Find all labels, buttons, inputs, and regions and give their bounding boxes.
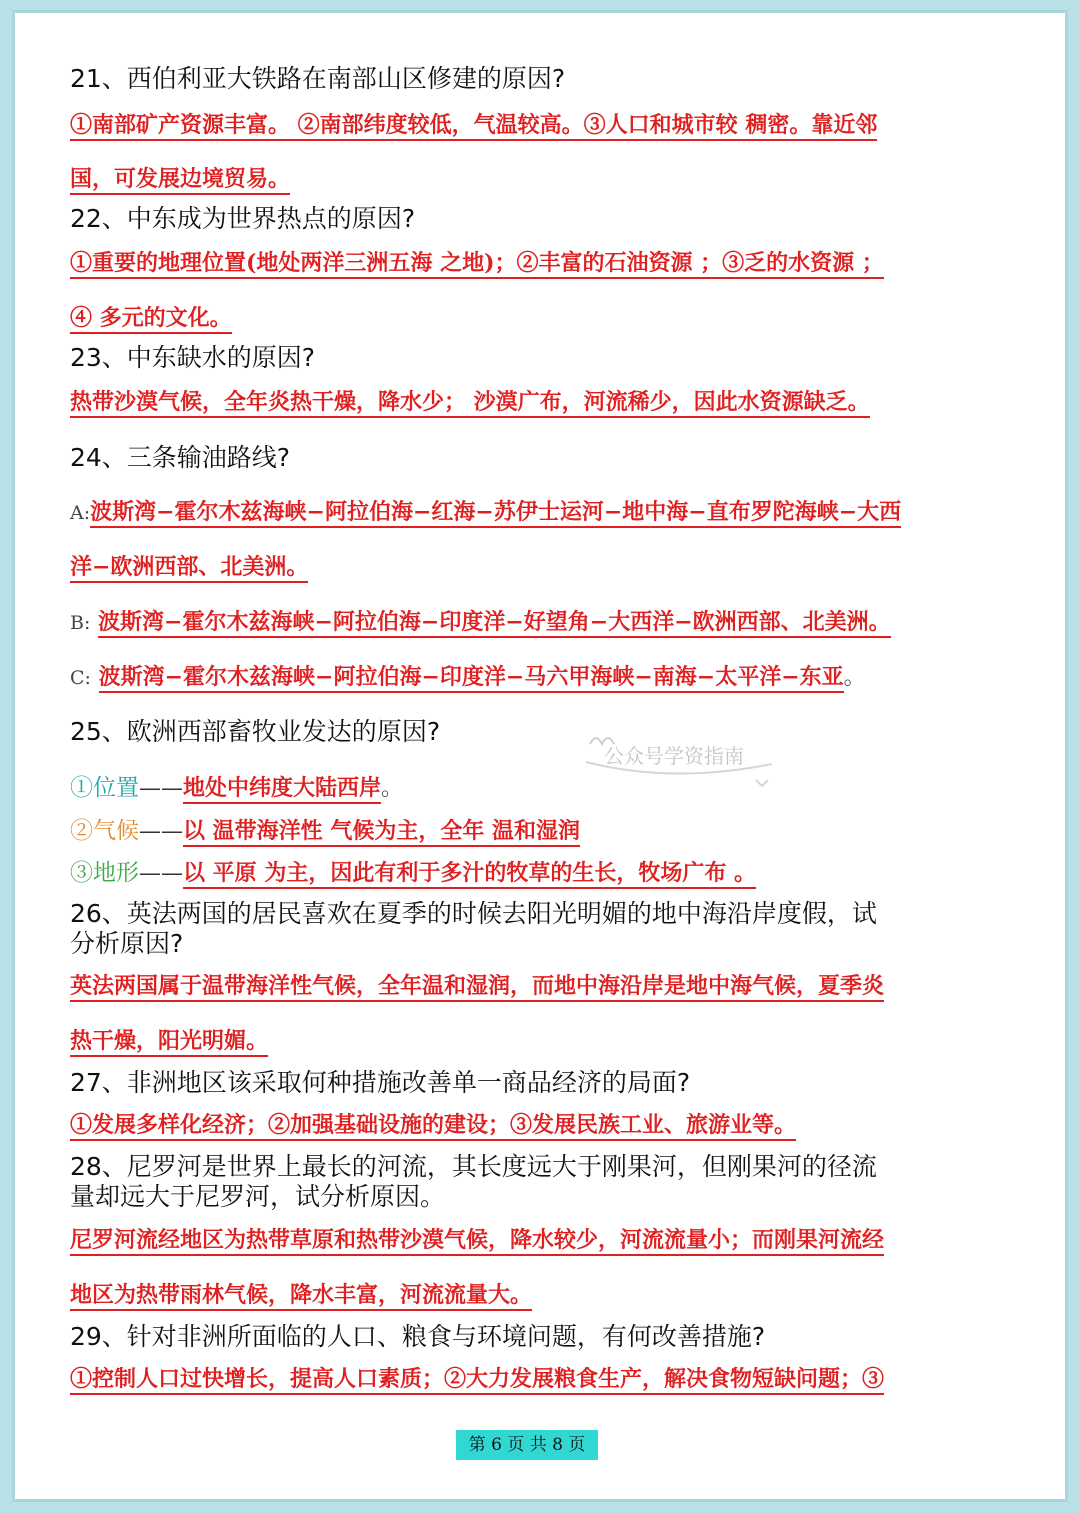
answer-29-text-1: ①控制人口过快增长，提高人口素质；②大力发展粮食生产，解决食物短缺问题；③ xyxy=(70,1366,884,1395)
item-dash-2: —— xyxy=(139,819,183,844)
item-text-location: 地处中纬度大陆西岸 xyxy=(183,775,381,804)
answer-21-text-2: 国，可发展边境贸易。 xyxy=(70,166,290,195)
q25-item-2 xyxy=(70,816,580,847)
route-b-prefix: B: xyxy=(70,612,91,634)
route-c-end: 。 xyxy=(843,665,866,690)
answer-26-line-1 xyxy=(70,971,884,1001)
item-end-1: 。 xyxy=(381,776,404,801)
answer-22-line-1 xyxy=(70,248,884,278)
answer-28-text-1: 尼罗河流经地区为热带草原和热带沙漠气候，降水较少，河流流量小；而刚果河流经 xyxy=(70,1227,884,1256)
route-b-text: 波斯湾−霍尔木兹海峡−阿拉伯海−印度洋−好望角−大西洋−欧洲西部、北美洲。 xyxy=(98,609,891,638)
answer-21-line-2 xyxy=(70,164,290,194)
answer-23-text-1: 热带沙漠气候，全年炎热干燥，降水少； 沙漠广布，河流稀少，因此水资源缺乏。 xyxy=(70,389,870,418)
answer-21-text-1: ①南部矿产资源丰富。 ②南部纬度较低，气温较高。③人口和城市较 稠密。靠近邻 xyxy=(70,112,877,141)
answer-26-text-2: 热干燥，阳光明媚。 xyxy=(70,1028,268,1057)
answer-28-text-2: 地区为热带雨林气候，降水丰富，河流流量大。 xyxy=(70,1282,532,1311)
answer-29-line-1 xyxy=(70,1364,884,1394)
route-a-text-2: 洋−欧洲西部、北美洲。 xyxy=(70,554,308,583)
route-c-line xyxy=(70,662,866,693)
route-c-prefix: C: xyxy=(70,667,91,689)
question-24: 24、三条输油路线? xyxy=(70,443,291,472)
route-c-text: 波斯湾−霍尔木兹海峡−阿拉伯海−印度洋−马六甲海峡−南海−太平洋−东亚 xyxy=(99,664,844,693)
answer-22-line-2 xyxy=(70,303,232,333)
answer-27-line-1 xyxy=(70,1110,796,1140)
item-dash-1: —— xyxy=(139,776,183,801)
page-footer: 第 6 页 共 8 页 xyxy=(456,1430,598,1460)
watermark-text: 公众号学资指南 xyxy=(604,744,744,768)
question-25: 25、欧洲西部畜牧业发达的原因? xyxy=(70,717,441,746)
answer-28-line-2 xyxy=(70,1280,532,1310)
item-text-climate: 以 温带海洋性 气候为主，全年 温和湿润 xyxy=(183,818,580,847)
q25-item-1 xyxy=(70,773,403,804)
answer-27-text-1: ①发展多样化经济；②加强基础设施的建设；③发展民族工业、旅游业等。 xyxy=(70,1112,796,1141)
watermark xyxy=(582,722,782,792)
answer-26-line-2 xyxy=(70,1026,268,1056)
question-26-line-1: 26、英法两国的居民喜欢在夏季的时候去阳光明媚的地中海沿岸度假，试 xyxy=(70,899,877,928)
answer-21-line-1 xyxy=(70,110,877,140)
route-a-line-2 xyxy=(70,552,308,582)
question-23: 23、中东缺水的原因? xyxy=(70,343,316,372)
route-a-text-1: 波斯湾−霍尔木兹海峡−阿拉伯海−红海−苏伊士运河−地中海−直布罗陀海峡−大西 xyxy=(90,499,901,528)
route-a-line-1 xyxy=(70,497,901,528)
q25-item-3 xyxy=(70,858,756,889)
item-label-location: ①位置 xyxy=(70,775,139,801)
question-28-line-1: 28、尼罗河是世界上最长的河流，其长度远大于刚果河，但刚果河的径流 xyxy=(70,1152,877,1181)
question-26-line-2: 分析原因? xyxy=(70,929,184,958)
item-dash-3: —— xyxy=(139,861,183,886)
question-28-line-2: 量却远大于尼罗河，试分析原因。 xyxy=(70,1182,446,1211)
question-22: 22、中东成为世界热点的原因? xyxy=(70,204,416,233)
answer-28-line-1 xyxy=(70,1225,884,1255)
item-label-terrain: ③地形 xyxy=(70,860,139,886)
question-27: 27、非洲地区该采取何种措施改善单一商品经济的局面? xyxy=(70,1068,691,1097)
answer-23-line-1 xyxy=(70,387,870,417)
answer-22-text-1: ①重要的地理位置(地处两洋三洲五海 之地)；②丰富的石油资源 ；③乏的水资源 ； xyxy=(70,250,884,279)
answer-26-text-1: 英法两国属于温带海洋性气候，全年温和湿润，而地中海沿岸是地中海气候，夏季炎 xyxy=(70,973,884,1002)
route-a-prefix: A: xyxy=(70,502,91,524)
question-21: 21、西伯利亚大铁路在南部山区修建的原因? xyxy=(70,64,566,93)
answer-22-text-2: ④ 多元的文化。 xyxy=(70,305,232,334)
route-b-line xyxy=(70,607,891,638)
question-29: 29、针对非洲所面临的人口、粮食与环境问题，有何改善措施? xyxy=(70,1322,766,1351)
item-label-climate: ②气候 xyxy=(70,818,139,844)
item-text-terrain: 以 平原 为主，因此有利于多汁的牧草的生长，牧场广布 。 xyxy=(183,860,756,889)
